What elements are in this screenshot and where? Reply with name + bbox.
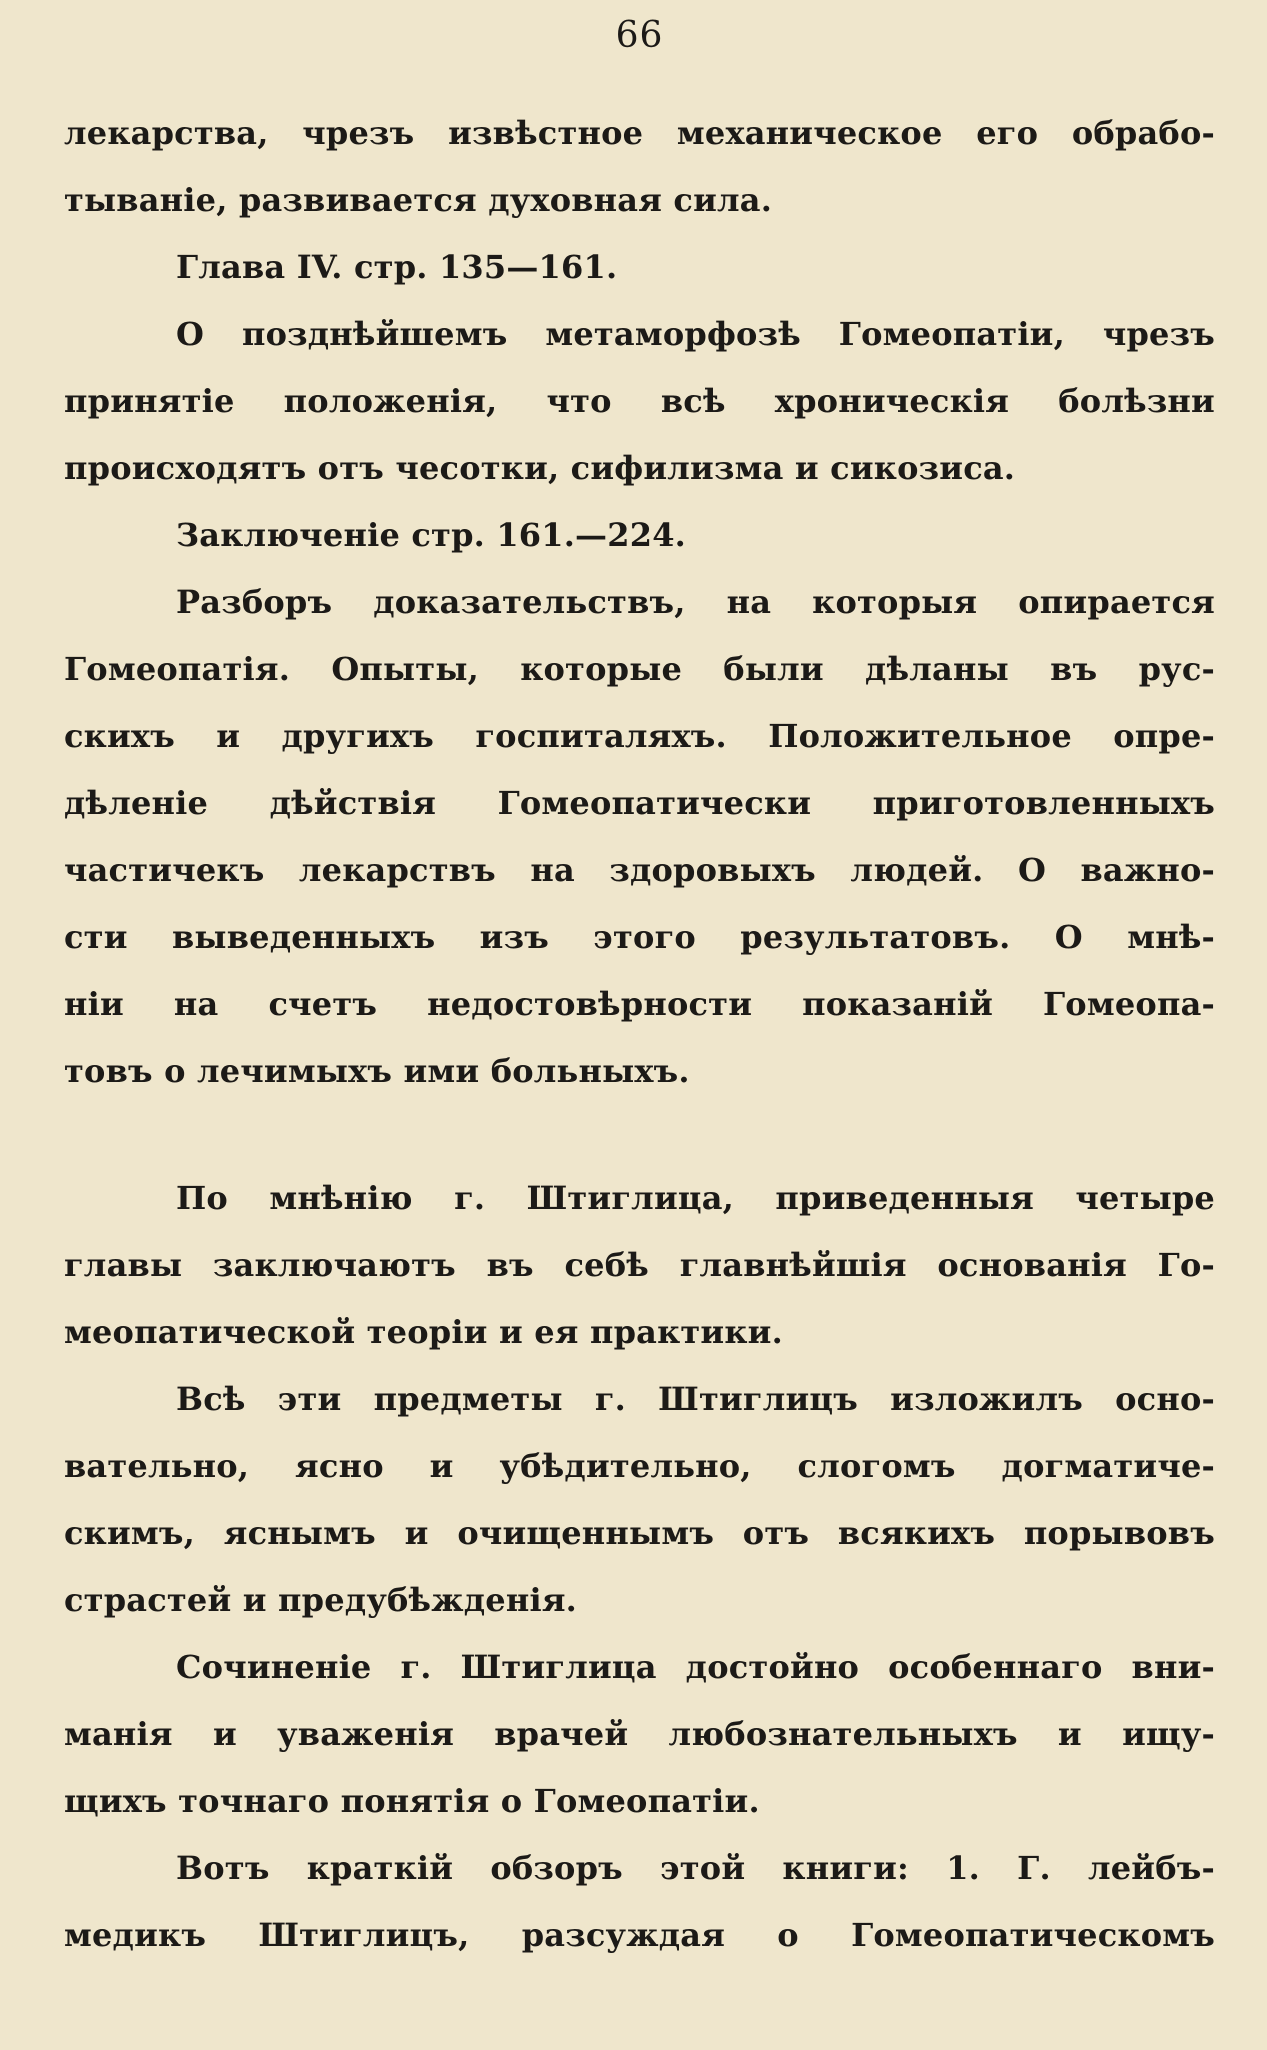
text-line: происходятъ отъ чесотки, сифилизма и сикозиса. — [64, 449, 1016, 487]
text-line: Вотъ краткій обзоръ этой книги: 1. Г. лейбъ- — [176, 1849, 1215, 1887]
text-line: Разборъ доказательствъ, на которыя опирается — [176, 583, 1215, 621]
text-line: медикъ Штиглицъ, разсуждая о Гомеопатическомъ — [64, 1916, 1215, 1954]
text-line: сти выведенныхъ изъ этого результатовъ. О мнѣ- — [64, 918, 1215, 956]
page-number: 66 — [615, 15, 664, 56]
text-line: О позднѣйшемъ метаморфозѣ Гомеопатіи, чрезъ — [176, 315, 1215, 353]
text-line: страстей и предубѣжденія. — [64, 1581, 578, 1619]
text-line: скимъ, яснымъ и очищеннымъ отъ всякихъ порывовъ — [64, 1514, 1215, 1552]
text-line: меопатической теоріи и ея практики. — [64, 1313, 783, 1351]
text-line: принятіе положенія, что всѣ хроническія болѣзни — [64, 382, 1215, 420]
text-line: Всѣ эти предметы г. Штиглицъ изложилъ осно- — [176, 1380, 1215, 1418]
text-line: По мнѣнію г. Штиглица, приведенныя четыре — [176, 1179, 1215, 1217]
text-line: дѣленіе дѣйствія Гомеопатически приготовленныхъ — [64, 784, 1215, 822]
text-line: Сочиненіе г. Штиглица достойно особеннаго вни- — [176, 1648, 1215, 1686]
text-line: частичекъ лекарствъ на здоровыхъ людей. О важно- — [64, 851, 1215, 889]
paragraph-gap — [64, 1105, 1215, 1165]
text-line: щихъ точнаго понятія о Гомеопатіи. — [64, 1782, 760, 1820]
text-line: манія и уваженія врачей любознательныхъ и ищу- — [64, 1715, 1215, 1753]
text-line: тываніе, развивается духовная сила. — [64, 181, 773, 219]
text-line: скихъ и другихъ госпиталяхъ. Положительное опре- — [64, 717, 1215, 755]
chapter-heading: Глава IV. стр. 135—161. — [176, 248, 618, 286]
text-line: главы заключаютъ въ себѣ главнѣйшія основанія Го- — [64, 1246, 1215, 1284]
text-line: ніи на счетъ недостовѣрности показаній Гомеопа- — [64, 985, 1215, 1023]
text-line: товъ о лечимыхъ ими больныхъ. — [64, 1052, 690, 1090]
text-line: Гомеопатія. Опыты, которые были дѣланы въ рус- — [64, 650, 1215, 688]
text-line: лекарства, чрезъ извѣстное механическое его обрабо- — [64, 114, 1215, 152]
conclusion-heading: Заключеніе стр. 161.—224. — [176, 516, 686, 554]
text-line: вательно, ясно и убѣдительно, слогомъ догматиче- — [64, 1447, 1215, 1485]
